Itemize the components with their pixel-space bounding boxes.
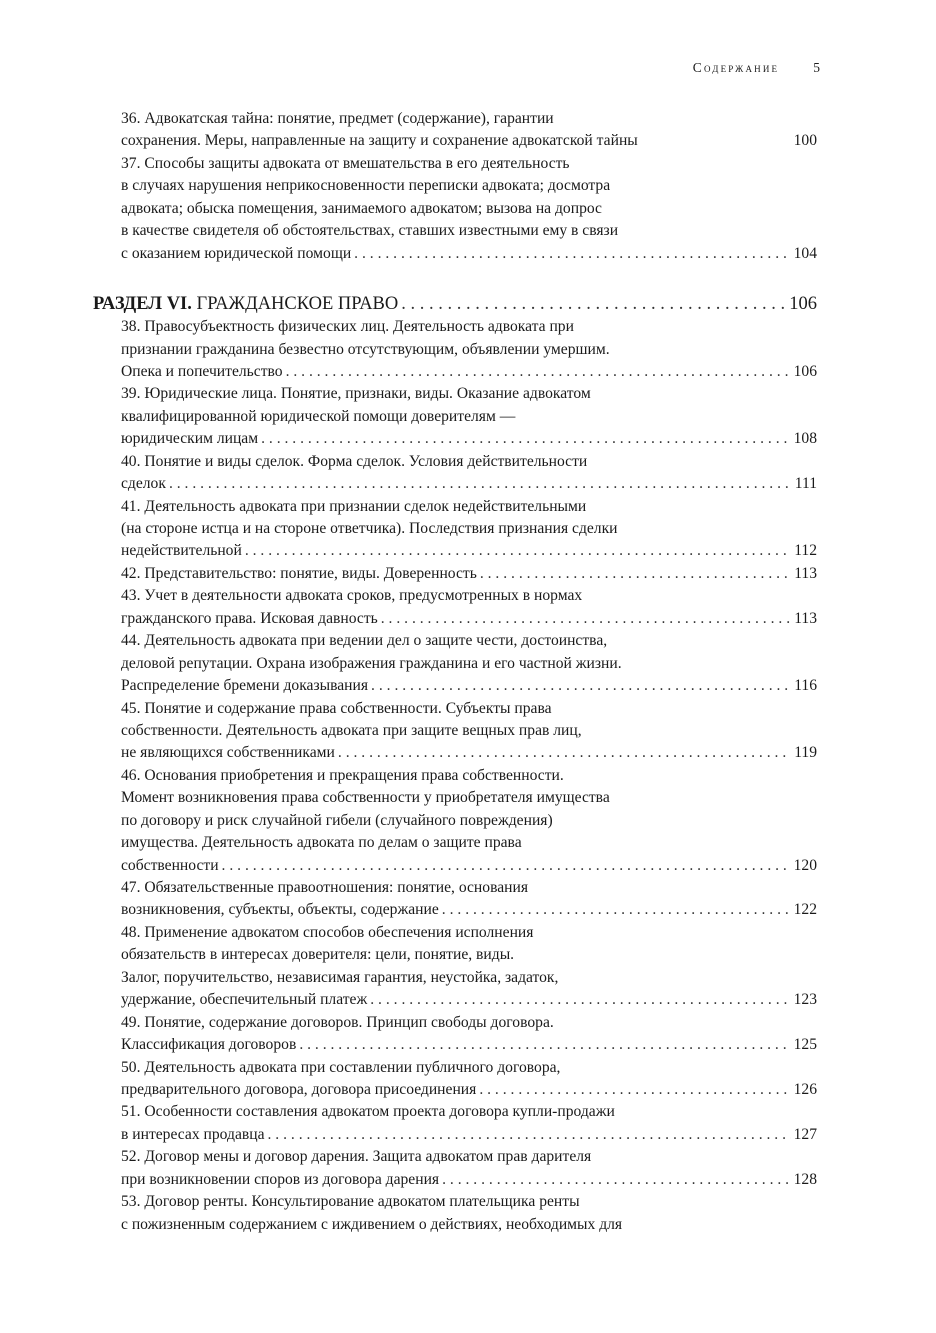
toc-page-number: 126 <box>793 1080 817 1098</box>
toc-line <box>121 406 817 428</box>
toc-line-text: (на стороне истца и на стороне ответчика). Последствия признания сделки <box>121 520 618 537</box>
toc-line-text: Опека и попечительство <box>121 362 283 380</box>
toc-line <box>121 922 817 944</box>
toc-line-text: сохранения. Меры, направленные на защиту и сохранение адвокатской тайны <box>121 132 638 150</box>
toc-line-text: 45. Понятие и содержание права собственности. Субъекты права <box>121 699 552 717</box>
toc-line-text: 47. Обязательственные правоотношения: понятие, основания <box>121 879 529 896</box>
toc-line <box>121 518 817 540</box>
toc-page-number: 120 <box>793 856 817 874</box>
toc-line <box>121 153 817 175</box>
toc-page-number: 111 <box>794 475 817 493</box>
toc-line-text: 49. Понятие, содержание договоров. Принцип свободы договора. <box>121 1013 554 1031</box>
toc-line-text: 36. Адвокатская тайна: понятие, предмет (содержание), гарантии <box>121 110 554 127</box>
toc-line <box>121 1191 817 1213</box>
toc-line-text: адвоката; обыска помещения, занимаемого адвокатом; вызова на допрос <box>121 199 602 217</box>
toc-line-text: Залог, поручительство, независимая гарантия, неустойка, задаток, <box>121 968 559 986</box>
toc-line <box>121 832 817 854</box>
toc-line <box>121 765 817 787</box>
toc-entry <box>121 1057 817 1102</box>
toc-line <box>121 339 817 361</box>
toc-leader-dots <box>338 742 791 764</box>
toc-line-text: по договору и риск случайной гибели (случайного повреждения) <box>121 811 553 829</box>
section-page-number: 106 <box>789 294 817 315</box>
toc-line-text: возникновения, субъекты, объекты, содержание <box>121 901 439 919</box>
toc-page-number: 123 <box>793 991 817 1009</box>
toc-leader-dots <box>370 989 790 1011</box>
toc-line-text: Распределение бремени доказывания <box>121 677 369 695</box>
toc-line-text: деловой репутации. Охрана изображения гражданина и его частной жизни. <box>121 654 622 672</box>
toc-line-text: квалифицированной юридической помощи доверителям — <box>121 407 516 425</box>
toc-line <box>121 383 817 405</box>
toc-line-text: 38. Правосубъектность физических лиц. Деятельность адвоката при <box>121 318 574 336</box>
toc-line-text: признании гражданина безвестно отсутствующим, объявлении умершим. <box>121 340 610 358</box>
toc-entry <box>121 563 817 585</box>
toc-line <box>121 1034 817 1056</box>
toc-page-number: 113 <box>794 609 817 627</box>
toc-entry <box>121 108 817 153</box>
toc-entry <box>121 630 817 697</box>
toc-line <box>121 810 817 832</box>
toc-line-text: Момент возникновения права собственности у приобретателя имущества <box>121 789 610 807</box>
toc-page-number: 108 <box>793 430 817 448</box>
toc-entry <box>121 316 817 383</box>
toc-line <box>121 175 817 197</box>
toc-leader-dots <box>354 243 790 265</box>
toc-line <box>121 1146 817 1168</box>
toc-leader-dots <box>442 899 791 921</box>
toc-line <box>121 1079 817 1101</box>
toc-leader-dots <box>261 428 791 450</box>
toc-line-text: в качестве свидетеля об обстоятельствах, ставших известными ему в связи <box>121 222 619 240</box>
toc-line <box>121 198 817 220</box>
toc-leader-dots <box>442 1169 791 1191</box>
toc-leader-dots <box>480 563 791 585</box>
toc-line-text: гражданского права. Исковая давность <box>121 609 378 627</box>
toc-line-text: в случаях нарушения неприкосновенности переписки адвоката; досмотра <box>121 177 611 195</box>
toc-page-number: 104 <box>793 244 817 262</box>
section-title: ГРАЖДАНСКОЕ ПРАВО <box>191 294 399 315</box>
toc-line <box>121 787 817 809</box>
toc-leader-dots <box>245 540 791 562</box>
toc-line-text: Классификация договоров <box>121 1036 297 1054</box>
toc-line-text: имущества. Деятельность адвоката по делам о защите права <box>121 834 522 852</box>
toc-line-text: 51. Особенности составления адвокатом проекта договора купли-продажи <box>121 1103 615 1121</box>
toc-entry <box>121 1101 817 1146</box>
toc-line-text: 48. Применение адвокатом способов обеспечения исполнения <box>121 923 534 941</box>
toc-line <box>121 967 817 989</box>
toc-line-text: недействительной <box>121 542 242 560</box>
toc-line-text: 37. Способы защиты адвоката от вмешательства в его деятельность <box>121 154 570 172</box>
toc-line <box>121 675 817 697</box>
toc-page-number: 128 <box>793 1170 817 1188</box>
toc-entry <box>121 496 817 563</box>
toc-page-number: 119 <box>794 744 817 762</box>
toc-page-number: 106 <box>793 362 817 380</box>
toc-line <box>121 899 817 921</box>
toc-line-text: 39. Юридические лица. Понятие, признаки, виды. Оказание адвокатом <box>121 385 591 403</box>
toc-line-text: собственности <box>121 856 219 874</box>
toc-line <box>121 944 817 966</box>
toc-entry <box>121 585 817 630</box>
toc-line <box>121 473 817 495</box>
toc-line-text: 43. Учет в деятельности адвоката сроков, предусмотренных в нормах <box>121 587 583 605</box>
toc-leader-dots <box>299 1034 790 1056</box>
toc-line <box>121 496 817 518</box>
toc-line-text: 50. Деятельность адвоката при составлении публичного договора, <box>121 1058 561 1076</box>
toc-line <box>121 855 817 877</box>
toc-page-number: 100 <box>793 132 817 150</box>
toc-line <box>121 243 817 265</box>
toc-line-text: при возникновении споров из договора дарения <box>121 1170 440 1188</box>
toc-line-text: 44. Деятельность адвоката при ведении дел о защите чести, достоинства, <box>121 632 608 650</box>
toc-line <box>121 361 817 383</box>
toc-line <box>121 608 817 630</box>
toc-leader-dots <box>268 1124 791 1146</box>
toc-line-text: 42. Представительство: понятие, виды. Доверенность <box>121 564 477 582</box>
toc-line <box>121 720 817 742</box>
toc-leader-dots <box>401 293 786 316</box>
toc-entry <box>121 1146 817 1191</box>
toc-line <box>121 563 817 585</box>
toc-line <box>121 1012 817 1034</box>
toc-line <box>121 585 817 607</box>
toc-line <box>121 108 817 130</box>
toc-line <box>121 130 817 152</box>
toc-entry <box>121 1191 817 1236</box>
toc-leader-dots <box>169 473 792 495</box>
toc-entry <box>121 153 817 265</box>
toc-line-text: 46. Основания приобретения и прекращения права собственности. <box>121 766 564 784</box>
toc-page-number: 113 <box>794 564 817 582</box>
toc-entry <box>121 383 817 450</box>
toc-line <box>121 653 817 675</box>
toc-line-text: обязательств в интересах доверителя: цели, понятие, виды. <box>121 946 515 964</box>
toc-entry <box>121 765 817 877</box>
toc-line <box>121 989 817 1011</box>
toc-line <box>121 1124 817 1146</box>
toc-leader-dots <box>371 675 791 697</box>
toc-line-text: в интересах продавца <box>121 1125 265 1143</box>
running-head <box>693 60 820 76</box>
toc-line <box>121 428 817 450</box>
toc-page-number: 125 <box>793 1036 817 1054</box>
toc-line <box>121 316 817 338</box>
toc-line-text: юридическим лицам <box>121 430 259 448</box>
toc-page-number: 122 <box>793 901 817 919</box>
toc-line-text: 41. Деятельность адвоката при признании сделок недействительными <box>121 497 587 515</box>
toc-line-text: 52. Договор мены и договор дарения. Защита адвокатом прав дарителя <box>121 1148 592 1166</box>
toc-line <box>121 1169 817 1191</box>
toc-leader-dots <box>222 855 791 877</box>
toc-line <box>121 1057 817 1079</box>
toc-line <box>121 877 817 899</box>
toc-leader-dots <box>286 361 791 383</box>
toc-line <box>121 1101 817 1123</box>
toc-line-text: 40. Понятие и виды сделок. Форма сделок. Условия действительности <box>121 452 588 470</box>
toc-line-text: собственности. Деятельность адвоката при защите вещных прав лиц, <box>121 721 582 739</box>
toc-entry <box>121 922 817 1012</box>
toc-leader-dots <box>381 608 791 630</box>
toc-leader-dots <box>479 1079 790 1101</box>
section-heading <box>93 293 817 316</box>
toc-line <box>121 742 817 764</box>
toc-line <box>121 220 817 242</box>
toc-entry <box>121 877 817 922</box>
toc-entry <box>121 698 817 765</box>
toc-entry <box>121 1012 817 1057</box>
page-number: 5 <box>813 60 820 75</box>
section-label: РАЗДЕЛ VI. <box>93 294 192 315</box>
toc-line <box>121 451 817 473</box>
toc-line-text: с пожизненным содержанием с иждивением о действиях, необходимых для <box>121 1215 623 1233</box>
toc-line <box>121 630 817 652</box>
toc-line <box>121 698 817 720</box>
toc-line-text: не являющихся собственниками <box>121 744 335 762</box>
toc-line <box>121 1214 817 1236</box>
table-of-contents <box>93 108 817 1236</box>
toc-line <box>121 540 817 562</box>
toc-line-text: удержание, обеспечительный платеж <box>121 991 368 1009</box>
toc-line-text: с оказанием юридической помощи <box>121 244 352 262</box>
toc-entry <box>121 451 817 496</box>
toc-page-number: 127 <box>793 1125 817 1143</box>
toc-line-text: 53. Договор ренты. Консультирование адвокатом плательщика ренты <box>121 1193 580 1211</box>
toc-page-number: 112 <box>794 542 817 560</box>
running-title: Содержание <box>692 60 780 75</box>
toc-line-text: предварительного договора, договора присоединения <box>121 1080 477 1098</box>
toc-line-text: сделок <box>121 475 166 493</box>
toc-page-number: 116 <box>794 677 817 695</box>
